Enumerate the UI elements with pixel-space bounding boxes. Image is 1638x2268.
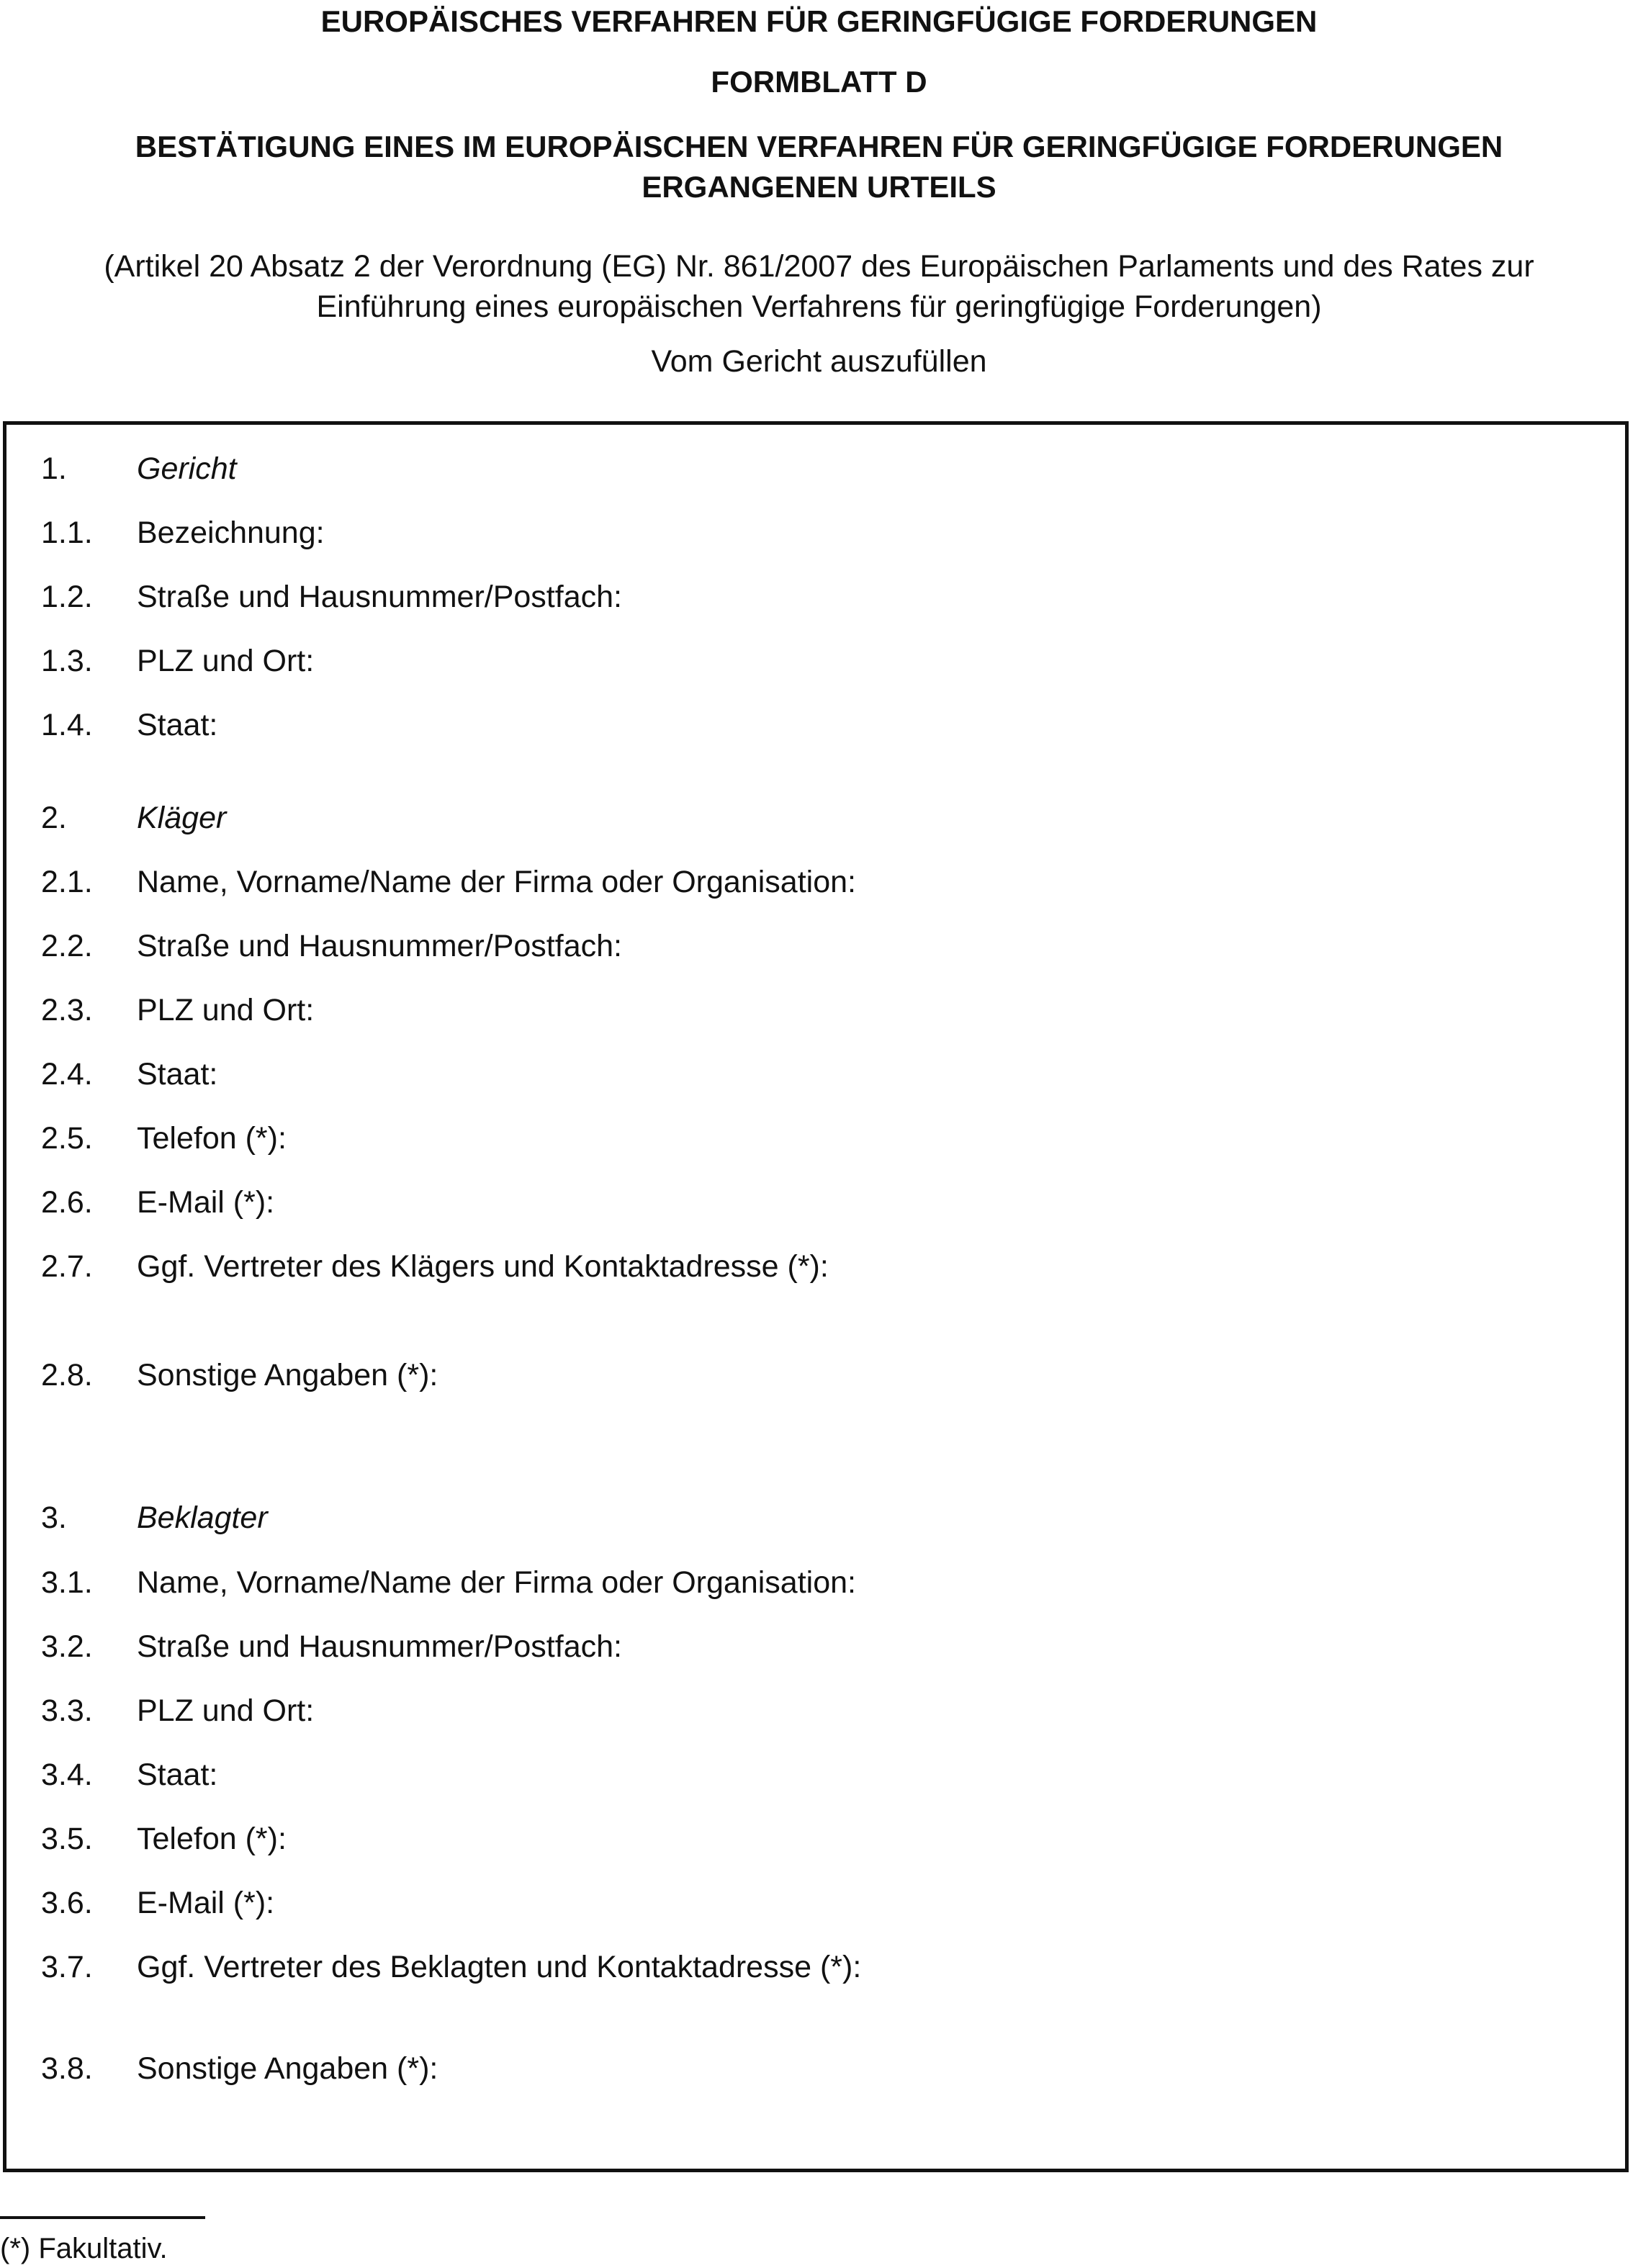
field-number: 3.3.: [41, 1693, 93, 1728]
form-code: FORMBLATT D: [711, 65, 927, 99]
legal-basis-line-1: (Artikel 20 Absatz 2 der Verordnung (EG) Nr. 861/2007 des Europäischen Parlaments und des Rates zur: [104, 249, 1534, 284]
field-number: 2.8.: [41, 1358, 93, 1392]
field-label: E-Mail (*):: [137, 1886, 275, 1920]
field-label: Name, Vorname/Name der Firma oder Organisation:: [137, 865, 856, 899]
form-title: EUROPÄISCHES VERFAHREN FÜR GERINGFÜGIGE FORDERUNGEN: [320, 4, 1318, 38]
field-label: Ggf. Vertreter des Klägers und Kontaktadresse (*):: [137, 1249, 829, 1284]
field-label: Bezeichnung:: [137, 516, 325, 550]
form-box: [3, 421, 1629, 2172]
form-heading-line-2: ERGANGENEN URTEILS: [642, 170, 996, 204]
field-number: 3.2.: [41, 1629, 93, 1664]
field-label: E-Mail (*):: [137, 1185, 275, 1220]
field-number: 1.3.: [41, 644, 93, 678]
footnote-divider: [0, 2216, 205, 2219]
field-number: 1.2.: [41, 580, 93, 614]
field-label: Telefon (*):: [137, 1121, 287, 1156]
field-number: 3.8.: [41, 2051, 93, 2086]
field-number: 3.1.: [41, 1565, 93, 1600]
section-number: 2.: [41, 801, 67, 835]
section-number: 1.: [41, 451, 67, 486]
field-label: Staat:: [137, 708, 218, 742]
field-number: 2.1.: [41, 865, 93, 899]
field-label: Sonstige Angaben (*):: [137, 2051, 438, 2086]
field-number: 2.5.: [41, 1121, 93, 1156]
field-number: 2.3.: [41, 993, 93, 1027]
field-label: Staat:: [137, 1057, 218, 1092]
field-label: Name, Vorname/Name der Firma oder Organisation:: [137, 1565, 856, 1600]
field-number: 2.2.: [41, 929, 93, 963]
fill-instruction: Vom Gericht auszufüllen: [651, 344, 987, 379]
footnote: (*) Fakultativ.: [0, 2233, 168, 2264]
field-number: 1.1.: [41, 516, 93, 550]
field-number: 2.7.: [41, 1249, 93, 1284]
field-label: Staat:: [137, 1758, 218, 1792]
field-label: PLZ und Ort:: [137, 993, 315, 1027]
field-label: Ggf. Vertreter des Beklagten und Kontaktadresse (*):: [137, 1950, 862, 1984]
field-label: Telefon (*):: [137, 1822, 287, 1856]
field-label: PLZ und Ort:: [137, 1693, 315, 1728]
field-number: 2.6.: [41, 1185, 93, 1220]
section-number: 3.: [41, 1500, 67, 1535]
form-heading-line-1: BESTÄTIGUNG EINES IM EUROPÄISCHEN VERFAHREN FÜR GERINGFÜGIGE FORDERUNGEN: [135, 130, 1503, 163]
field-number: 3.5.: [41, 1822, 93, 1856]
field-label: Straße und Hausnummer/Postfach:: [137, 580, 622, 614]
field-label: PLZ und Ort:: [137, 644, 315, 678]
field-number: 1.4.: [41, 708, 93, 742]
field-label: Sonstige Angaben (*):: [137, 1358, 438, 1392]
field-label: Straße und Hausnummer/Postfach:: [137, 929, 622, 963]
field-label: Straße und Hausnummer/Postfach:: [137, 1629, 622, 1664]
field-number: 2.4.: [41, 1057, 93, 1092]
field-number: 3.6.: [41, 1886, 93, 1920]
section-title: Gericht: [137, 451, 237, 486]
section-title: Kläger: [137, 801, 227, 835]
section-title: Beklagter: [137, 1500, 268, 1535]
field-number: 3.4.: [41, 1758, 93, 1792]
field-number: 3.7.: [41, 1950, 93, 1984]
legal-basis-line-2: Einführung eines europäischen Verfahrens für geringfügige Forderungen): [316, 289, 1322, 324]
